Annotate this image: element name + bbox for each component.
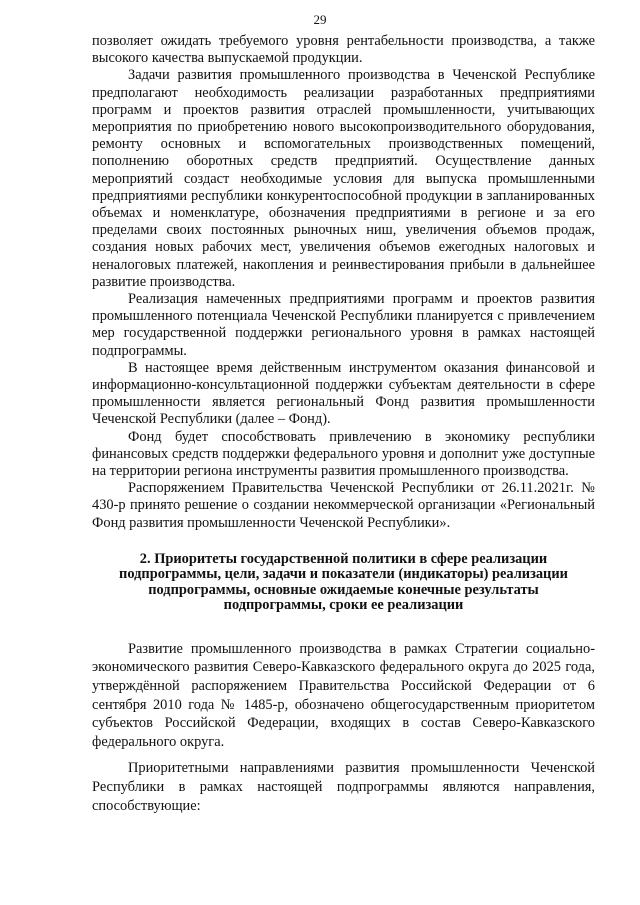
section-heading: 2. Приоритеты государственной политики в сфере реализации подпрограммы, цели, задачи и показатели (индикаторы) реализации подпрограммы, основные ожидаемые конечные результаты подпрограммы, сроки ее реализации xyxy=(119,550,568,614)
paragraph-strategy: Развитие промышленного производства в рамках Стратегии социально-экономического развития Северо-Кавказского федерального округа до 2025 года, утверждённой распоряжением Правительства Российской Федерации от 6 сентября 2010 года № 1485-р, обозначено общегосударственным приоритетом субъектов Российской Федерации, входящих в состав Северо-Кавказского федерального округа. xyxy=(92,640,595,750)
page-number: 29 xyxy=(313,12,327,27)
document-page xyxy=(92,33,595,815)
paragraph-priority-directions: Приоритетными направлениями развития промышленности Чеченской Республики в рамках настоящей подпрограммы являются направления, способствующие: xyxy=(92,760,595,814)
paragraph-continuation: позволяет ожидать требуемого уровня рентабельности производства, а также высокого качества выпускаемой продукции. xyxy=(92,33,595,67)
paragraph-support-instrument: В настоящее время действенным инструментом оказания финансовой и информационно-консультационной поддержки субъектам деятельности в сфере промышленности является региональный Фонд развития промышленности Чеченской Республики (далее – Фонд). xyxy=(92,359,595,428)
paragraph-government-order: Распоряжением Правительства Чеченской Республики от 26.11.2021г. № 430-р принято решение о создании некоммерческой организации «Региональный Фонд развития промышленности Чеченской Республики». xyxy=(92,480,595,531)
section-body xyxy=(92,640,595,815)
paragraph-program-implementation: Реализация намеченных предприятиями программ и проектов развития промышленного потенциала Чеченской Республики планируется с привлечением мер государственной поддержки регионального уровня в рамках настоящей подпрограммы. xyxy=(92,291,595,359)
paragraph-development-tasks: Задачи развития промышленного производства в Чеченской Республике предполагают необходимость реализации разработанных предприятиями программ и проектов развития отраслей промышленности, учитывающих мероприятия по приобретению нового высокопроизводительного оборудования, ремонту основных и вспомогательных производственных помещений, пополнению оборотных средств предприятий. Осуществление данных мероприятий создаст необходимые условия для выпуска промышленными предприятиями республики конкурентоспособной продукции в запланированных объемах и номенклатуре, обозначения предприятиями в регионе и за его пределами своих постоянных рыночных ниш, увеличения объемов продаж, создания новых рабочих мест, увеличения объемов ежегодных налоговых и неналоговых платежей, накопления и реинвестирования прибыли в дальнейшее развитие производства. xyxy=(92,67,595,290)
paragraph-fund-role: Фонд будет способствовать привлечению в экономику республики финансовых средств поддержки федерального уровня и дополнит уже доступные на территории региона инструменты развития промышленного производства. xyxy=(92,428,595,480)
